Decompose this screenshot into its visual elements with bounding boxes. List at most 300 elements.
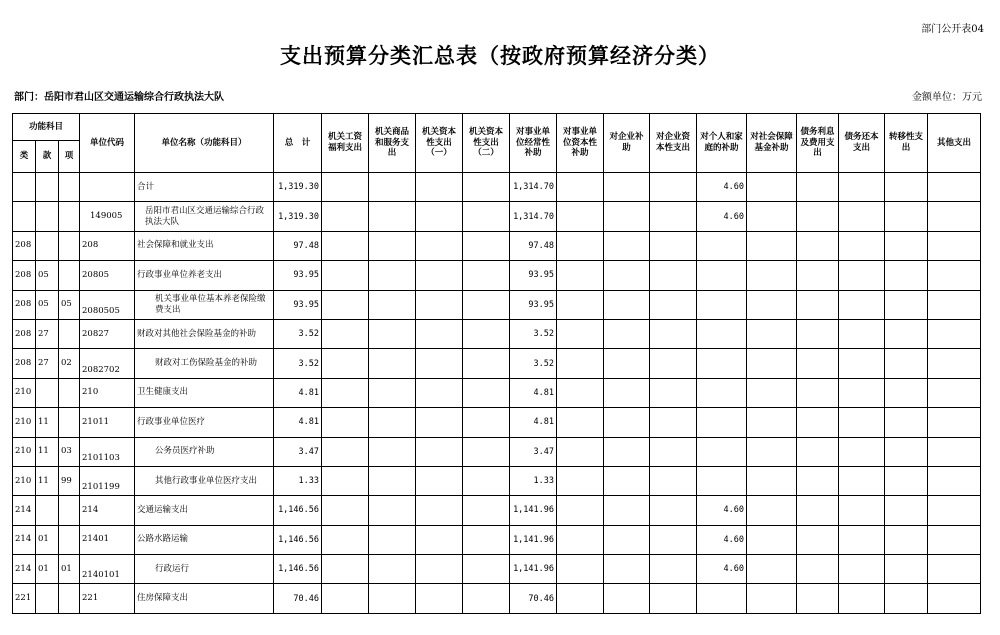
cell-kuan (36, 231, 59, 260)
cell-c7 (604, 202, 650, 231)
cell-lei: 210 (13, 408, 36, 437)
cell-name: 财政对工伤保险基金的补助 (135, 349, 274, 378)
cell-c4 (463, 290, 510, 319)
cell-c10 (747, 408, 797, 437)
cell-c10 (747, 173, 797, 202)
cell-name: 住房保障支出 (135, 584, 274, 613)
cell-c3 (416, 319, 463, 348)
cell-c13 (885, 555, 928, 584)
cell-kuan: 27 (36, 319, 59, 348)
cell-c6 (557, 496, 604, 525)
cell-c7 (604, 173, 650, 202)
cell-c11 (797, 231, 839, 260)
cell-name: 岳阳市君山区交通运输综合行政执法大队 (135, 202, 274, 231)
table-row (13, 349, 981, 378)
cell-c6 (557, 290, 604, 319)
cell-c4 (463, 319, 510, 348)
cell-xiang (59, 202, 80, 231)
table-row (13, 466, 981, 495)
cell-total: 93.95 (274, 290, 322, 319)
cell-c11 (797, 466, 839, 495)
cell-c12 (839, 466, 885, 495)
cell-c13 (885, 496, 928, 525)
cell-c13 (885, 584, 928, 613)
cell-c5: 3.52 (510, 349, 557, 378)
cell-c14 (928, 202, 981, 231)
cell-c4 (463, 437, 510, 466)
cell-code: 21011 (80, 408, 135, 437)
cell-c6 (557, 231, 604, 260)
cell-c6 (557, 261, 604, 290)
header-col: 对企业资本性支出 (650, 114, 697, 173)
cell-c9 (697, 408, 747, 437)
cell-c3 (416, 437, 463, 466)
table-row (13, 261, 981, 290)
cell-c11 (797, 584, 839, 613)
cell-lei: 210 (13, 466, 36, 495)
cell-total: 1.33 (274, 466, 322, 495)
header-col: 机关商品和服务支出 (369, 114, 416, 173)
cell-c1 (322, 555, 369, 584)
cell-c3 (416, 202, 463, 231)
cell-c9 (697, 261, 747, 290)
cell-c12 (839, 584, 885, 613)
cell-c9 (697, 349, 747, 378)
cell-lei: 210 (13, 378, 36, 407)
cell-c12 (839, 349, 885, 378)
cell-c5: 3.52 (510, 319, 557, 348)
cell-c14 (928, 525, 981, 554)
cell-c3 (416, 408, 463, 437)
cell-c3 (416, 290, 463, 319)
header-col: 机关资本性支出（二） (463, 114, 510, 173)
cell-c10 (747, 525, 797, 554)
cell-c11 (797, 173, 839, 202)
cell-c1 (322, 319, 369, 348)
cell-lei (13, 173, 36, 202)
form-number: 部门公开表04 (921, 24, 984, 35)
cell-c8 (650, 466, 697, 495)
cell-c9 (697, 290, 747, 319)
cell-c8 (650, 173, 697, 202)
header-col: 对事业单位资本性补助 (557, 114, 604, 173)
cell-kuan: 27 (36, 349, 59, 378)
cell-c7 (604, 319, 650, 348)
cell-lei: 208 (13, 261, 36, 290)
cell-c14 (928, 584, 981, 613)
cell-c6 (557, 319, 604, 348)
cell-c4 (463, 202, 510, 231)
cell-kuan (36, 202, 59, 231)
cell-name: 卫生健康支出 (135, 378, 274, 407)
table-row (13, 319, 981, 348)
cell-xiang (59, 173, 80, 202)
cell-total: 1,319.30 (274, 202, 322, 231)
cell-c11 (797, 437, 839, 466)
cell-c9 (697, 466, 747, 495)
header-xiang: 项 (59, 141, 80, 173)
header-unit-code: 单位代码 (80, 114, 135, 173)
cell-name: 行政事业单位养老支出 (135, 261, 274, 290)
header-col: 其他支出 (928, 114, 981, 173)
cell-c8 (650, 378, 697, 407)
cell-c6 (557, 437, 604, 466)
cell-c9 (697, 437, 747, 466)
cell-c3 (416, 378, 463, 407)
cell-c8 (650, 261, 697, 290)
cell-c9: 4.60 (697, 496, 747, 525)
cell-c8 (650, 408, 697, 437)
cell-total: 1,319.30 (274, 173, 322, 202)
cell-c14 (928, 349, 981, 378)
cell-c2 (369, 555, 416, 584)
cell-c2 (369, 290, 416, 319)
department-label: 部门：岳阳市君山区交通运输综合行政执法大队 (14, 92, 224, 103)
cell-c9: 4.60 (697, 525, 747, 554)
cell-c8 (650, 319, 697, 348)
cell-c14 (928, 378, 981, 407)
cell-c1 (322, 290, 369, 319)
cell-c9 (697, 584, 747, 613)
cell-c7 (604, 231, 650, 260)
cell-c13 (885, 290, 928, 319)
cell-xiang (59, 408, 80, 437)
cell-c1 (322, 437, 369, 466)
cell-c3 (416, 555, 463, 584)
cell-c12 (839, 378, 885, 407)
cell-name: 公务员医疗补助 (135, 437, 274, 466)
cell-c7 (604, 555, 650, 584)
cell-kuan: 01 (36, 555, 59, 584)
cell-lei: 214 (13, 525, 36, 554)
cell-c8 (650, 555, 697, 584)
cell-kuan (36, 173, 59, 202)
cell-c5: 93.95 (510, 261, 557, 290)
cell-lei: 208 (13, 349, 36, 378)
table-row (13, 408, 981, 437)
cell-c7 (604, 525, 650, 554)
cell-total: 1,146.56 (274, 555, 322, 584)
cell-c4 (463, 261, 510, 290)
cell-code: 21401 (80, 525, 135, 554)
cell-c7 (604, 496, 650, 525)
cell-c12 (839, 231, 885, 260)
cell-c3 (416, 231, 463, 260)
cell-c5: 1,141.96 (510, 525, 557, 554)
cell-c10 (747, 584, 797, 613)
cell-code: 2082702 (80, 349, 135, 378)
cell-c7 (604, 466, 650, 495)
table-row (13, 231, 981, 260)
header-col: 转移性支出 (885, 114, 928, 173)
cell-c6 (557, 525, 604, 554)
cell-c6 (557, 584, 604, 613)
cell-c8 (650, 584, 697, 613)
cell-kuan: 11 (36, 437, 59, 466)
cell-c1 (322, 261, 369, 290)
cell-c14 (928, 231, 981, 260)
cell-c14 (928, 437, 981, 466)
table-row (13, 173, 981, 202)
cell-kuan: 11 (36, 408, 59, 437)
cell-c7 (604, 408, 650, 437)
cell-c1 (322, 408, 369, 437)
cell-total: 4.81 (274, 408, 322, 437)
cell-code: 2080505 (80, 290, 135, 319)
cell-c12 (839, 496, 885, 525)
cell-c1 (322, 378, 369, 407)
table-row (13, 378, 981, 407)
cell-name: 行政运行 (135, 555, 274, 584)
cell-c12 (839, 290, 885, 319)
cell-kuan (36, 496, 59, 525)
cell-c1 (322, 525, 369, 554)
cell-c8 (650, 525, 697, 554)
cell-xiang: 03 (59, 437, 80, 466)
cell-kuan: 11 (36, 466, 59, 495)
cell-c11 (797, 496, 839, 525)
cell-xiang: 01 (59, 555, 80, 584)
table-row (13, 496, 981, 525)
cell-c1 (322, 496, 369, 525)
header-col: 对个人和家庭的补助 (697, 114, 747, 173)
cell-kuan: 05 (36, 261, 59, 290)
cell-c14 (928, 555, 981, 584)
cell-c2 (369, 496, 416, 525)
cell-c13 (885, 525, 928, 554)
cell-c10 (747, 555, 797, 584)
header-col: 机关资本性支出（一） (416, 114, 463, 173)
cell-lei: 208 (13, 231, 36, 260)
cell-c12 (839, 173, 885, 202)
cell-c11 (797, 378, 839, 407)
cell-code: 2101103 (80, 437, 135, 466)
cell-total: 1,146.56 (274, 496, 322, 525)
cell-c2 (369, 378, 416, 407)
cell-c5: 70.46 (510, 584, 557, 613)
cell-c6 (557, 408, 604, 437)
cell-c3 (416, 496, 463, 525)
cell-c3 (416, 173, 463, 202)
cell-c5: 93.95 (510, 290, 557, 319)
cell-c5: 1.33 (510, 466, 557, 495)
cell-c13 (885, 408, 928, 437)
cell-c10 (747, 378, 797, 407)
cell-c7 (604, 261, 650, 290)
cell-total: 97.48 (274, 231, 322, 260)
cell-c13 (885, 349, 928, 378)
cell-xiang (59, 525, 80, 554)
cell-c10 (747, 349, 797, 378)
cell-c13 (885, 173, 928, 202)
cell-total: 3.47 (274, 437, 322, 466)
cell-code (80, 173, 135, 202)
header-col: 债务利息及费用支出 (797, 114, 839, 173)
table-row (13, 555, 981, 584)
cell-c10 (747, 319, 797, 348)
cell-name: 行政事业单位医疗 (135, 408, 274, 437)
cell-code: 208 (80, 231, 135, 260)
cell-code: 221 (80, 584, 135, 613)
cell-c2 (369, 319, 416, 348)
cell-c2 (369, 349, 416, 378)
cell-c8 (650, 437, 697, 466)
cell-c4 (463, 408, 510, 437)
cell-c10 (747, 437, 797, 466)
cell-name: 社会保障和就业支出 (135, 231, 274, 260)
cell-lei: 221 (13, 584, 36, 613)
cell-name: 交通运输支出 (135, 496, 274, 525)
cell-c2 (369, 261, 416, 290)
cell-name: 其他行政事业单位医疗支出 (135, 466, 274, 495)
cell-c10 (747, 202, 797, 231)
cell-c1 (322, 173, 369, 202)
cell-c6 (557, 349, 604, 378)
cell-lei: 208 (13, 319, 36, 348)
cell-c3 (416, 349, 463, 378)
amount-unit-label: 金额单位：万元 (912, 92, 982, 103)
cell-c1 (322, 584, 369, 613)
cell-c4 (463, 231, 510, 260)
cell-c9 (697, 378, 747, 407)
cell-c10 (747, 496, 797, 525)
cell-c4 (463, 466, 510, 495)
page-title: 支出预算分类汇总表（按政府预算经济分类） (280, 43, 720, 68)
cell-c4 (463, 173, 510, 202)
cell-c10 (747, 290, 797, 319)
cell-name: 财政对其他社会保险基金的补助 (135, 319, 274, 348)
cell-c13 (885, 261, 928, 290)
cell-name: 合计 (135, 173, 274, 202)
cell-c8 (650, 290, 697, 319)
cell-c12 (839, 202, 885, 231)
cell-c13 (885, 202, 928, 231)
cell-c4 (463, 555, 510, 584)
cell-xiang (59, 584, 80, 613)
cell-c5: 3.47 (510, 437, 557, 466)
cell-c14 (928, 466, 981, 495)
cell-xiang: 02 (59, 349, 80, 378)
header-col: 债务还本支出 (839, 114, 885, 173)
cell-c5: 1,141.96 (510, 496, 557, 525)
cell-c2 (369, 173, 416, 202)
cell-c10 (747, 466, 797, 495)
cell-c11 (797, 525, 839, 554)
cell-c3 (416, 466, 463, 495)
table-row (13, 584, 981, 613)
cell-kuan: 01 (36, 525, 59, 554)
cell-c11 (797, 319, 839, 348)
cell-c14 (928, 496, 981, 525)
cell-c9 (697, 231, 747, 260)
cell-c7 (604, 584, 650, 613)
cell-c9: 4.60 (697, 173, 747, 202)
cell-c14 (928, 290, 981, 319)
header-lei: 类 (13, 141, 36, 173)
header-col: 对企业补助 (604, 114, 650, 173)
cell-c12 (839, 525, 885, 554)
cell-c6 (557, 173, 604, 202)
cell-code: 2101199 (80, 466, 135, 495)
cell-c11 (797, 290, 839, 319)
cell-c13 (885, 231, 928, 260)
cell-xiang (59, 378, 80, 407)
cell-xiang (59, 496, 80, 525)
cell-c9 (697, 319, 747, 348)
table-row (13, 290, 981, 319)
cell-c7 (604, 378, 650, 407)
cell-c6 (557, 378, 604, 407)
cell-c2 (369, 584, 416, 613)
cell-c8 (650, 496, 697, 525)
table-row (13, 437, 981, 466)
cell-xiang (59, 319, 80, 348)
cell-code: 214 (80, 496, 135, 525)
cell-code: 20805 (80, 261, 135, 290)
header-kuan: 款 (36, 141, 59, 173)
cell-c3 (416, 525, 463, 554)
cell-c12 (839, 261, 885, 290)
header-col: 对事业单位经常性补助 (510, 114, 557, 173)
cell-c2 (369, 466, 416, 495)
cell-c11 (797, 202, 839, 231)
cell-c4 (463, 349, 510, 378)
cell-c5: 1,314.70 (510, 202, 557, 231)
cell-total: 70.46 (274, 584, 322, 613)
cell-c11 (797, 349, 839, 378)
cell-lei (13, 202, 36, 231)
cell-c1 (322, 349, 369, 378)
cell-c8 (650, 231, 697, 260)
cell-xiang: 99 (59, 466, 80, 495)
cell-kuan (36, 584, 59, 613)
cell-c12 (839, 319, 885, 348)
cell-c5: 97.48 (510, 231, 557, 260)
cell-c11 (797, 408, 839, 437)
cell-c11 (797, 555, 839, 584)
cell-c14 (928, 319, 981, 348)
cell-c5: 1,314.70 (510, 173, 557, 202)
cell-c4 (463, 584, 510, 613)
cell-c1 (322, 202, 369, 231)
cell-code: 20827 (80, 319, 135, 348)
header-unit-name: 单位名称（功能科目） (135, 114, 274, 173)
cell-c12 (839, 555, 885, 584)
cell-c2 (369, 231, 416, 260)
cell-lei: 208 (13, 290, 36, 319)
cell-c4 (463, 496, 510, 525)
header-col: 对社会保障基金补助 (747, 114, 797, 173)
cell-c13 (885, 378, 928, 407)
header-total: 总 计 (274, 114, 322, 173)
cell-c8 (650, 349, 697, 378)
cell-c5: 1,141.96 (510, 555, 557, 584)
cell-c2 (369, 202, 416, 231)
cell-c9: 4.60 (697, 555, 747, 584)
cell-total: 3.52 (274, 349, 322, 378)
cell-c6 (557, 466, 604, 495)
cell-c12 (839, 437, 885, 466)
cell-lei: 214 (13, 555, 36, 584)
cell-c13 (885, 319, 928, 348)
cell-c2 (369, 525, 416, 554)
cell-c6 (557, 555, 604, 584)
cell-code: 2140101 (80, 555, 135, 584)
budget-table (12, 113, 981, 614)
cell-code: 149005 (80, 202, 135, 231)
cell-xiang (59, 231, 80, 260)
cell-c14 (928, 261, 981, 290)
